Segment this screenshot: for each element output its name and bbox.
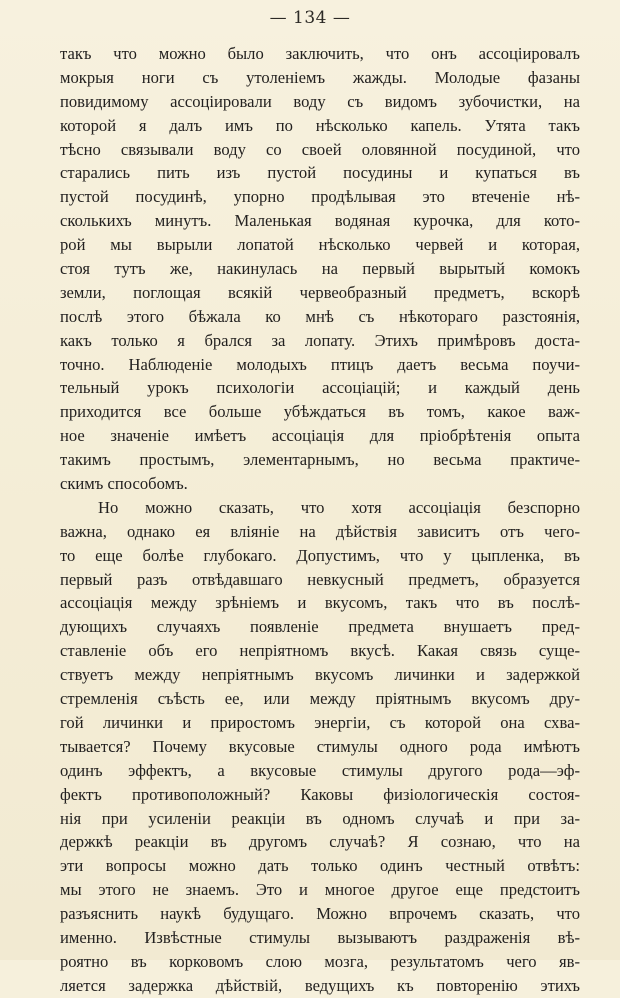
text-line: земли, поглощая всякiй червеобразный предметъ, вскорѣ bbox=[60, 282, 580, 302]
text-line: такъ что можно было заключить, что онъ ассоцiировалъ bbox=[60, 44, 580, 63]
text-line: приходится все больше убѣждаться въ томъ, какое важ- bbox=[60, 402, 580, 422]
text-line: ставленiе объ его непрiятномъ вкусѣ. Какая связь суще- bbox=[60, 641, 580, 661]
text-line: именно. Извѣстные стимулы вызываютъ раздраженiя вѣ- bbox=[60, 927, 580, 947]
text-line: держкѣ реакцiи въ другомъ случаѣ? Я сознаю, что на bbox=[60, 832, 580, 852]
text-line: которой я далъ имъ по нѣсколько капель. Утята такъ bbox=[60, 115, 580, 135]
text-line: ляется задержка дѣйствiй, ведущихъ къ повторенiю этихъ bbox=[60, 975, 580, 995]
text-line: старались пить изъ пустой посудины и купаться въ bbox=[60, 163, 580, 183]
text-line: Но можно сказать, что хотя ассоцiацiя безспорно bbox=[98, 497, 580, 517]
text-line: одинъ эффектъ, а вкусовые стимулы другого рода—эф- bbox=[60, 760, 580, 780]
text-line: сколькихъ минутъ. Маленькая водяная курочка, для кото- bbox=[60, 211, 580, 231]
text-line: гой личинки и приростомъ энергiи, съ которой она схва- bbox=[60, 712, 580, 732]
text-line: мокрыя ноги съ утоленiемъ жажды. Молодые фазаны bbox=[60, 67, 580, 87]
text-line: ное значенiе имѣетъ ассоцiацiя для прiобрѣтенiя опыта bbox=[60, 426, 580, 446]
text-line: важна, однако ея влiянiе на дѣйствiя зависитъ отъ чего- bbox=[60, 521, 580, 541]
page-number: — 134 — bbox=[269, 8, 351, 28]
text-line: скимъ способомъ. bbox=[60, 474, 188, 494]
text-line: повидимому ассоцiировали воду съ видомъ зубочистки, на bbox=[60, 91, 580, 111]
text-line: какъ только я брался за лопату. Этихъ примѣровъ доста- bbox=[60, 330, 580, 350]
text-line: эти вопросы можно дать только одинъ честный отвѣтъ: bbox=[60, 856, 580, 876]
text-line: рой мы вырыли лопатой нѣсколько червей и которая, bbox=[60, 235, 580, 255]
body-text bbox=[60, 42, 580, 998]
text-line: то еще болѣе глубокаго. Допустимъ, что у цыпленка, въ bbox=[60, 545, 580, 565]
text-line: тельный урокъ психологiи ассоцiацiй; и каждый день bbox=[60, 378, 580, 398]
text-line: фектъ противоположный? Каковы физiологическiя состоя- bbox=[60, 784, 580, 804]
text-line: послѣ этого бѣжала ко мнѣ съ нѣкотораго разстоянiя, bbox=[60, 306, 580, 326]
text-line: дующихъ случаяхъ появленiе предмета внушаетъ пред- bbox=[60, 617, 580, 637]
text-line: нiя при усиленiи реакцiи въ одномъ случаѣ и при за- bbox=[60, 808, 580, 828]
text-line: роятно въ корковомъ слою мозга, результатомъ чего яв- bbox=[60, 951, 580, 971]
text-line: точно. Наблюденiе молодыхъ птицъ даетъ весьма поучи- bbox=[60, 354, 580, 374]
text-line: ствуетъ между непрiятнымъ вкусомъ личинки и задержкой bbox=[60, 665, 580, 685]
text-line: мы этого не знаемъ. Это и многое другое еще предстоитъ bbox=[60, 880, 580, 900]
text-line: стремленiя съѣсть ее, или между прiятнымъ вкусомъ дру- bbox=[60, 689, 580, 709]
text-line: стоя тутъ же, накинулась на первый вырытый комокъ bbox=[60, 259, 580, 279]
text-line: такимъ простымъ, элементарнымъ, но весьма практиче- bbox=[60, 450, 580, 470]
text-line: пустой посудинѣ, упорно продѣлывая это втеченiе нѣ- bbox=[60, 187, 580, 207]
text-line: разъяснить наукѣ будущаго. Можно впрочемъ сказать, что bbox=[60, 904, 580, 924]
text-line: первый разъ отвѣдавшаго невкусный предметъ, образуется bbox=[60, 569, 580, 589]
text-line: тывается? Почему вкусовые стимулы одного рода имѣютъ bbox=[60, 736, 580, 756]
text-line: тѣсно связывали воду со своей оловянной посудиной, что bbox=[60, 139, 580, 159]
text-line: ассоцiацiя между зрѣнiемъ и вкусомъ, такъ что въ послѣ- bbox=[60, 593, 580, 613]
